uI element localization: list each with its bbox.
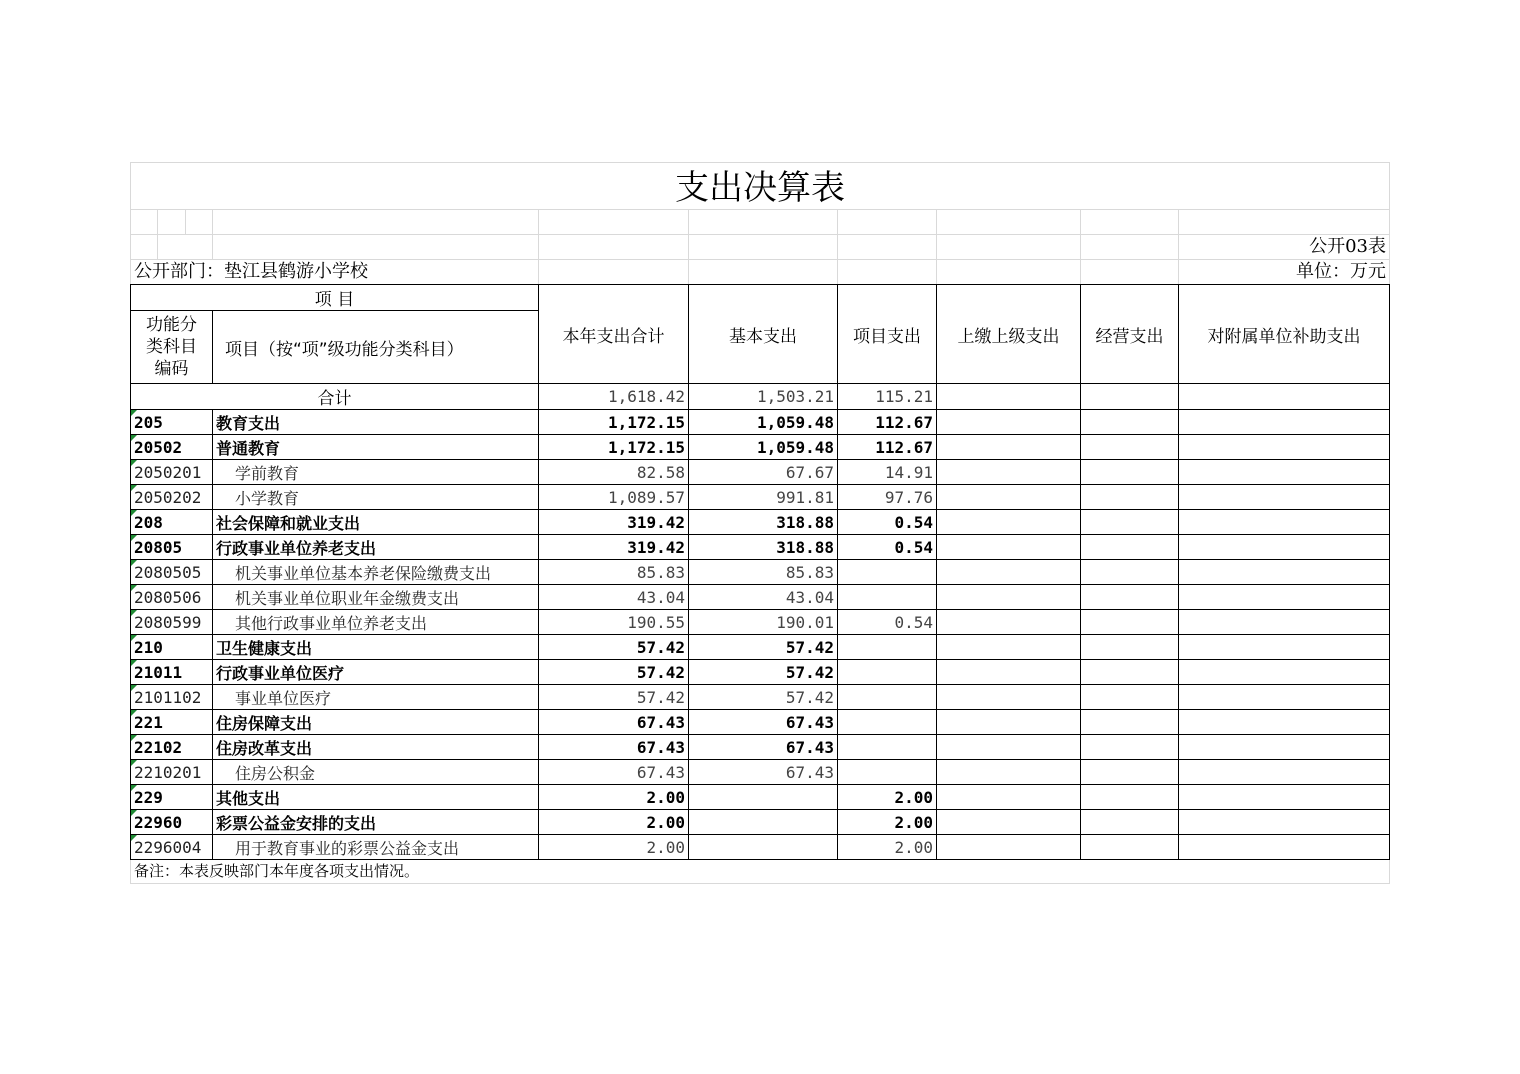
table-row xyxy=(131,685,1390,710)
row-code: 20502 xyxy=(131,435,213,460)
row-basic xyxy=(689,835,838,860)
row-total: 1,089.57 xyxy=(539,485,689,510)
row-basic: 67.67 xyxy=(689,460,838,485)
row-name: 小学教育 xyxy=(213,485,539,510)
row-basic: 1,059.48 xyxy=(689,410,838,435)
row-total: 319.42 xyxy=(539,510,689,535)
row-name: 住房公积金 xyxy=(213,760,539,785)
row-name: 用于教育事业的彩票公益金支出 xyxy=(213,835,539,860)
grid-line xyxy=(1080,209,1081,285)
row-code: 22102 xyxy=(131,735,213,760)
row-project: 0.54 xyxy=(838,510,937,535)
header-code: 功能分类科目编码 xyxy=(131,311,213,384)
row-name: 机关事业单位职业年金缴费支出 xyxy=(213,585,539,610)
row-code: 221 xyxy=(131,710,213,735)
row-name: 其他行政事业单位养老支出 xyxy=(213,610,539,635)
row-code: 2080505 xyxy=(131,560,213,585)
row-business xyxy=(1081,660,1179,685)
total-basic: 1,503.21 xyxy=(689,384,838,410)
row-name: 事业单位医疗 xyxy=(213,685,539,710)
cell-marker-icon xyxy=(131,535,137,541)
row-subsidy xyxy=(1179,535,1390,560)
row-basic: 1,059.48 xyxy=(689,435,838,460)
spreadsheet-page xyxy=(130,162,1390,884)
grid-line xyxy=(1178,209,1179,285)
table-row xyxy=(131,435,1390,460)
row-basic: 190.01 xyxy=(689,610,838,635)
row-basic xyxy=(689,785,838,810)
row-subsidy xyxy=(1179,410,1390,435)
cell-marker-icon xyxy=(131,585,137,591)
row-subsidy xyxy=(1179,635,1390,660)
row-name: 普通教育 xyxy=(213,435,539,460)
cell-marker-icon xyxy=(131,760,137,766)
header-total: 本年支出合计 xyxy=(539,285,689,384)
row-upper xyxy=(937,635,1081,660)
row-total: 319.42 xyxy=(539,535,689,560)
grid-line xyxy=(936,209,937,285)
row-business xyxy=(1081,810,1179,835)
row-upper xyxy=(937,535,1081,560)
row-business xyxy=(1081,710,1179,735)
row-project: 0.54 xyxy=(838,535,937,560)
header-upper: 上缴上级支出 xyxy=(937,285,1081,384)
row-code: 2296004 xyxy=(131,835,213,860)
row-code: 21011 xyxy=(131,660,213,685)
row-upper xyxy=(937,510,1081,535)
row-total: 1,172.15 xyxy=(539,435,689,460)
row-total: 67.43 xyxy=(539,735,689,760)
row-name: 住房保障支出 xyxy=(213,710,539,735)
row-code: 210 xyxy=(131,635,213,660)
table-row xyxy=(131,485,1390,510)
row-code: 20805 xyxy=(131,535,213,560)
row-basic: 318.88 xyxy=(689,510,838,535)
row-upper xyxy=(937,585,1081,610)
row-name: 住房改革支出 xyxy=(213,735,539,760)
row-upper xyxy=(937,735,1081,760)
table-row xyxy=(131,635,1390,660)
row-basic: 43.04 xyxy=(689,585,838,610)
row-basic: 57.42 xyxy=(689,685,838,710)
row-upper xyxy=(937,410,1081,435)
row-business xyxy=(1081,585,1179,610)
table-row xyxy=(131,760,1390,785)
footnote: 备注：本表反映部门本年度各项支出情况。 xyxy=(134,862,420,880)
header-subsidy: 对附属单位补助支出 xyxy=(1179,285,1390,384)
row-basic: 57.42 xyxy=(689,635,838,660)
row-subsidy xyxy=(1179,785,1390,810)
row-subsidy xyxy=(1179,835,1390,860)
row-subsidy xyxy=(1179,735,1390,760)
row-upper xyxy=(937,435,1081,460)
row-business xyxy=(1081,610,1179,635)
row-project: 0.54 xyxy=(838,610,937,635)
cell-marker-icon xyxy=(131,510,137,516)
table-row xyxy=(131,810,1390,835)
cell-marker-icon xyxy=(131,835,137,841)
row-subsidy xyxy=(1179,660,1390,685)
table-row xyxy=(131,835,1390,860)
cell-marker-icon xyxy=(131,785,137,791)
row-project xyxy=(838,635,937,660)
row-basic xyxy=(689,810,838,835)
row-total: 82.58 xyxy=(539,460,689,485)
row-business xyxy=(1081,760,1179,785)
row-business xyxy=(1081,835,1179,860)
row-upper xyxy=(937,685,1081,710)
row-subsidy xyxy=(1179,685,1390,710)
total-label: 合计 xyxy=(131,384,539,410)
row-business xyxy=(1081,535,1179,560)
row-total: 57.42 xyxy=(539,635,689,660)
unit-label: 单位：万元 xyxy=(1296,261,1386,282)
total-subsidy xyxy=(1179,384,1390,410)
row-code: 22960 xyxy=(131,810,213,835)
row-upper xyxy=(937,610,1081,635)
row-project xyxy=(838,660,937,685)
total-project: 115.21 xyxy=(838,384,937,410)
table-row xyxy=(131,535,1390,560)
row-project xyxy=(838,760,937,785)
table-row xyxy=(131,785,1390,810)
row-business xyxy=(1081,635,1179,660)
row-upper xyxy=(937,760,1081,785)
table-row xyxy=(131,560,1390,585)
cell-marker-icon xyxy=(131,560,137,566)
row-name: 其他支出 xyxy=(213,785,539,810)
row-total: 2.00 xyxy=(539,785,689,810)
row-project: 2.00 xyxy=(838,835,937,860)
cell-marker-icon xyxy=(131,410,137,416)
row-business xyxy=(1081,510,1179,535)
row-subsidy xyxy=(1179,760,1390,785)
row-project xyxy=(838,735,937,760)
row-project: 112.67 xyxy=(838,410,937,435)
row-total: 43.04 xyxy=(539,585,689,610)
row-name: 卫生健康支出 xyxy=(213,635,539,660)
row-basic: 991.81 xyxy=(689,485,838,510)
header-project-group: 项 目 xyxy=(131,285,539,311)
row-subsidy xyxy=(1179,485,1390,510)
row-subsidy xyxy=(1179,435,1390,460)
row-business xyxy=(1081,685,1179,710)
row-code: 2080506 xyxy=(131,585,213,610)
row-total: 67.43 xyxy=(539,710,689,735)
total-row xyxy=(131,384,1390,410)
row-subsidy xyxy=(1179,810,1390,835)
row-project: 97.76 xyxy=(838,485,937,510)
row-upper xyxy=(937,660,1081,685)
total-total: 1,618.42 xyxy=(539,384,689,410)
row-basic: 318.88 xyxy=(689,535,838,560)
row-total: 85.83 xyxy=(539,560,689,585)
row-project: 2.00 xyxy=(838,785,937,810)
row-name: 行政事业单位医疗 xyxy=(213,660,539,685)
row-code: 2050202 xyxy=(131,485,213,510)
row-project: 2.00 xyxy=(838,810,937,835)
row-subsidy xyxy=(1179,560,1390,585)
page-title: 支出决算表 xyxy=(675,168,845,208)
row-upper xyxy=(937,810,1081,835)
table-row xyxy=(131,610,1390,635)
grid-line xyxy=(157,209,158,259)
expenditure-table xyxy=(130,284,1390,860)
row-upper xyxy=(937,460,1081,485)
cell-marker-icon xyxy=(131,485,137,491)
row-total: 2.00 xyxy=(539,835,689,860)
cell-marker-icon xyxy=(131,810,137,816)
grid-line xyxy=(688,209,689,285)
row-business xyxy=(1081,460,1179,485)
row-project: 112.67 xyxy=(838,435,937,460)
total-business xyxy=(1081,384,1179,410)
row-name: 学前教育 xyxy=(213,460,539,485)
header-name: 项目（按“项”级功能分类科目） xyxy=(213,311,539,384)
row-total: 190.55 xyxy=(539,610,689,635)
row-basic: 67.43 xyxy=(689,760,838,785)
row-total: 57.42 xyxy=(539,685,689,710)
cell-marker-icon xyxy=(131,435,137,441)
row-business xyxy=(1081,735,1179,760)
table-row xyxy=(131,460,1390,485)
row-business xyxy=(1081,410,1179,435)
row-business xyxy=(1081,485,1179,510)
cell-marker-icon xyxy=(131,735,137,741)
row-code: 2210201 xyxy=(131,760,213,785)
cell-marker-icon xyxy=(131,460,137,466)
grid-line xyxy=(538,209,539,285)
row-name: 行政事业单位养老支出 xyxy=(213,535,539,560)
department-label: 公开部门：垫江县鹤游小学校 xyxy=(134,261,368,282)
row-basic: 67.43 xyxy=(689,710,838,735)
row-upper xyxy=(937,710,1081,735)
row-subsidy xyxy=(1179,585,1390,610)
row-total: 2.00 xyxy=(539,810,689,835)
form-number: 公开03表 xyxy=(1309,236,1386,257)
table-row xyxy=(131,510,1390,535)
table-row xyxy=(131,735,1390,760)
row-project xyxy=(838,710,937,735)
row-business xyxy=(1081,560,1179,585)
row-code: 2080599 xyxy=(131,610,213,635)
cell-marker-icon xyxy=(131,610,137,616)
row-code: 2050201 xyxy=(131,460,213,485)
header-project: 项目支出 xyxy=(838,285,937,384)
row-code: 208 xyxy=(131,510,213,535)
total-upper xyxy=(937,384,1081,410)
row-subsidy xyxy=(1179,510,1390,535)
row-subsidy xyxy=(1179,460,1390,485)
grid-line xyxy=(212,209,213,259)
row-upper xyxy=(937,485,1081,510)
table-row xyxy=(131,710,1390,735)
row-code: 2101102 xyxy=(131,685,213,710)
row-subsidy xyxy=(1179,610,1390,635)
row-code: 205 xyxy=(131,410,213,435)
table-row xyxy=(131,660,1390,685)
cell-marker-icon xyxy=(131,685,137,691)
row-basic: 67.43 xyxy=(689,735,838,760)
table-row xyxy=(131,410,1390,435)
row-name: 社会保障和就业支出 xyxy=(213,510,539,535)
row-basic: 57.42 xyxy=(689,660,838,685)
table-row xyxy=(131,585,1390,610)
row-business xyxy=(1081,435,1179,460)
cell-marker-icon xyxy=(131,635,137,641)
row-project xyxy=(838,585,937,610)
row-basic: 85.83 xyxy=(689,560,838,585)
grid-line xyxy=(130,883,1390,884)
row-upper xyxy=(937,835,1081,860)
header-business: 经营支出 xyxy=(1081,285,1179,384)
grid-line xyxy=(837,209,838,285)
header-basic: 基本支出 xyxy=(689,285,838,384)
row-total: 1,172.15 xyxy=(539,410,689,435)
grid-line xyxy=(130,234,1390,235)
cell-marker-icon xyxy=(131,710,137,716)
row-project xyxy=(838,685,937,710)
row-name: 机关事业单位基本养老保险缴费支出 xyxy=(213,560,539,585)
row-name: 彩票公益金安排的支出 xyxy=(213,810,539,835)
row-upper xyxy=(937,560,1081,585)
row-total: 57.42 xyxy=(539,660,689,685)
grid-line xyxy=(185,209,186,235)
row-subsidy xyxy=(1179,710,1390,735)
row-upper xyxy=(937,785,1081,810)
row-total: 67.43 xyxy=(539,760,689,785)
row-code: 229 xyxy=(131,785,213,810)
row-name: 教育支出 xyxy=(213,410,539,435)
row-business xyxy=(1081,785,1179,810)
row-project: 14.91 xyxy=(838,460,937,485)
cell-marker-icon xyxy=(131,660,137,666)
row-project xyxy=(838,560,937,585)
